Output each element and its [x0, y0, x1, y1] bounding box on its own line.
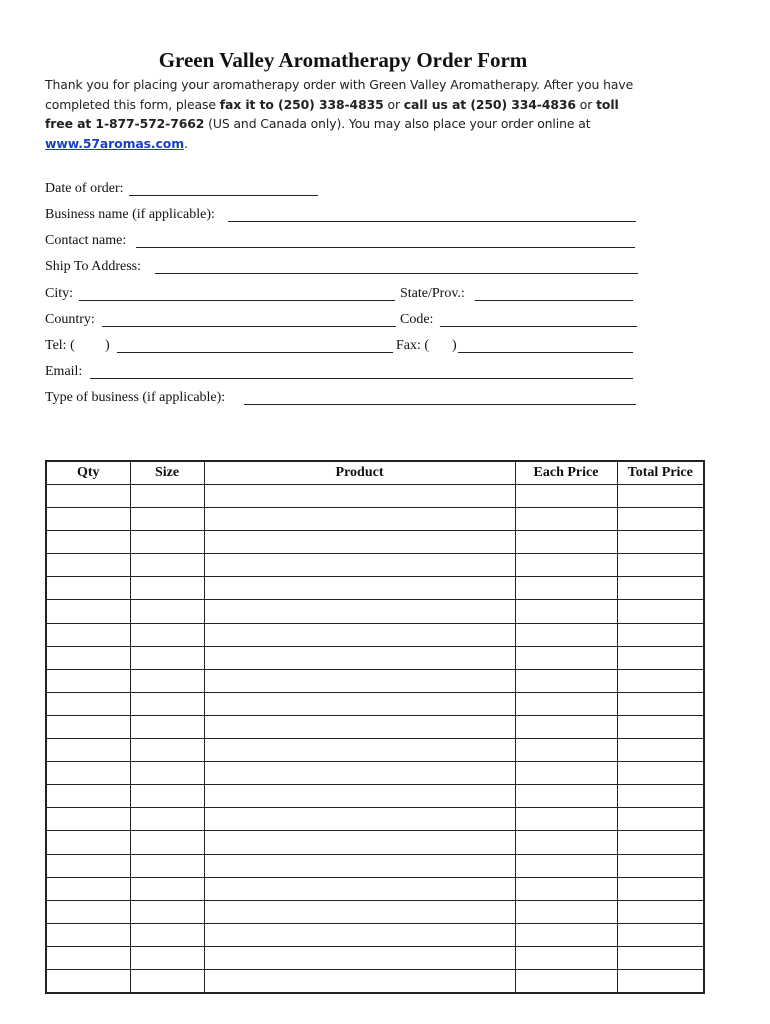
contact-name-label: Contact name:: [45, 233, 127, 248]
email-field[interactable]: [90, 364, 633, 379]
total-price-cell[interactable]: [617, 577, 704, 600]
product-cell[interactable]: [204, 554, 515, 577]
intro-text-2: or: [383, 96, 404, 112]
total-price-cell[interactable]: [617, 531, 704, 554]
qty-cell[interactable]: [46, 646, 130, 669]
total-price-cell[interactable]: [617, 623, 704, 646]
size-cell[interactable]: [130, 946, 204, 969]
qty-cell[interactable]: [46, 808, 130, 831]
total-price-cell[interactable]: [617, 877, 704, 900]
tel-row: [45, 338, 645, 360]
total-price-cell[interactable]: [617, 485, 704, 508]
email-label: Email:: [45, 364, 83, 379]
table-row: [46, 600, 704, 623]
qty-cell[interactable]: [46, 831, 130, 854]
size-cell[interactable]: [130, 600, 204, 623]
size-cell[interactable]: [130, 969, 204, 993]
qty-cell[interactable]: [46, 577, 130, 600]
each-price-header: Each Price: [515, 461, 617, 485]
business-type-label: Type of business (if applicable):: [45, 390, 226, 405]
size-cell[interactable]: [130, 900, 204, 923]
qty-cell[interactable]: [46, 715, 130, 738]
product-cell[interactable]: [204, 485, 515, 508]
qty-cell[interactable]: [46, 900, 130, 923]
table-row: [46, 485, 704, 508]
table-row: [46, 923, 704, 946]
each-price-cell[interactable]: [515, 877, 617, 900]
table-row: [46, 623, 704, 646]
business-name-field[interactable]: [228, 207, 636, 222]
product-cell[interactable]: [204, 900, 515, 923]
contact-name-field[interactable]: [136, 233, 635, 248]
product-cell[interactable]: [204, 646, 515, 669]
total-price-cell[interactable]: [617, 969, 704, 993]
fax-paren-close: ): [452, 338, 457, 353]
size-cell[interactable]: [130, 808, 204, 831]
size-cell[interactable]: [130, 923, 204, 946]
total-price-cell[interactable]: [617, 715, 704, 738]
size-cell[interactable]: [130, 715, 204, 738]
each-price-cell[interactable]: [515, 808, 617, 831]
total-price-header: Total Price: [617, 461, 704, 485]
each-price-cell[interactable]: [515, 831, 617, 854]
qty-cell[interactable]: [46, 969, 130, 993]
product-cell[interactable]: [204, 808, 515, 831]
product-cell[interactable]: [204, 531, 515, 554]
size-cell[interactable]: [130, 669, 204, 692]
table-header-row: [46, 461, 704, 485]
city-label: City:: [45, 286, 74, 301]
total-price-cell[interactable]: [617, 739, 704, 762]
date-label: Date of order:: [45, 181, 124, 196]
table-row: [46, 669, 704, 692]
city-row: [45, 286, 645, 308]
qty-cell[interactable]: [46, 785, 130, 808]
total-price-cell[interactable]: [617, 762, 704, 785]
size-cell[interactable]: [130, 785, 204, 808]
order-table-body: [46, 485, 704, 994]
business-type-field[interactable]: [244, 390, 636, 405]
qty-cell[interactable]: [46, 600, 130, 623]
form-title: Green Valley Aromatherapy Order Form: [158, 48, 528, 72]
each-price-cell[interactable]: [515, 508, 617, 531]
qty-cell[interactable]: [46, 669, 130, 692]
ship-to-label: Ship To Address:: [45, 259, 141, 274]
table-row: [46, 808, 704, 831]
each-price-cell[interactable]: [515, 623, 617, 646]
each-price-cell[interactable]: [515, 554, 617, 577]
each-price-cell[interactable]: [515, 785, 617, 808]
city-field[interactable]: [79, 286, 395, 301]
product-cell[interactable]: [204, 600, 515, 623]
intro-paragraph: [45, 75, 645, 153]
each-price-cell[interactable]: [515, 646, 617, 669]
qty-cell[interactable]: [46, 531, 130, 554]
date-field[interactable]: [129, 181, 318, 196]
ship-to-row: [45, 259, 645, 281]
size-cell[interactable]: [130, 877, 204, 900]
intro-text-5: .: [184, 135, 188, 151]
product-cell[interactable]: [204, 946, 515, 969]
table-row: [46, 877, 704, 900]
each-price-cell[interactable]: [515, 946, 617, 969]
table-row: [46, 739, 704, 762]
product-cell[interactable]: [204, 739, 515, 762]
table-row: [46, 577, 704, 600]
fax-field[interactable]: [458, 338, 633, 353]
table-row: [46, 785, 704, 808]
total-price-cell[interactable]: [617, 900, 704, 923]
business-type-row: [45, 390, 645, 412]
qty-header: Qty: [46, 461, 130, 485]
toll-free-number: toll free at 1-877-572-7662: [45, 96, 619, 131]
table-row: [46, 831, 704, 854]
size-cell[interactable]: [130, 692, 204, 715]
total-price-cell[interactable]: [617, 669, 704, 692]
intro-text-1: Thank you for placing your aromatherapy order with Green Valley Aromatherapy. After you have completed this form, please: [45, 77, 634, 112]
country-label: Country:: [45, 312, 95, 327]
country-row: [45, 312, 645, 334]
size-cell[interactable]: [130, 577, 204, 600]
qty-cell[interactable]: [46, 854, 130, 877]
table-row: [46, 531, 704, 554]
total-price-cell[interactable]: [617, 554, 704, 577]
state-label: State/Prov.:: [400, 286, 465, 301]
total-price-cell[interactable]: [617, 785, 704, 808]
table-row: [46, 554, 704, 577]
each-price-cell[interactable]: [515, 692, 617, 715]
total-price-cell[interactable]: [617, 646, 704, 669]
each-price-cell[interactable]: [515, 923, 617, 946]
total-price-cell[interactable]: [617, 831, 704, 854]
state-field[interactable]: [475, 286, 633, 301]
total-price-cell[interactable]: [617, 508, 704, 531]
total-price-cell[interactable]: [617, 923, 704, 946]
table-row: [46, 508, 704, 531]
intro-text-3: or: [575, 96, 597, 112]
product-cell[interactable]: [204, 715, 515, 738]
product-cell[interactable]: [204, 692, 515, 715]
qty-cell[interactable]: [46, 485, 130, 508]
size-header: Size: [130, 461, 204, 485]
business-name-label: Business name (if applicable):: [45, 207, 215, 222]
size-cell[interactable]: [130, 854, 204, 877]
size-cell[interactable]: [130, 762, 204, 785]
qty-cell[interactable]: [46, 739, 130, 762]
fax-number: fax it to (250) 338-4835: [219, 96, 384, 112]
each-price-cell[interactable]: [515, 739, 617, 762]
email-row: [45, 364, 645, 386]
qty-cell[interactable]: [46, 692, 130, 715]
total-price-cell[interactable]: [617, 854, 704, 877]
product-cell[interactable]: [204, 577, 515, 600]
size-cell[interactable]: [130, 531, 204, 554]
product-cell[interactable]: [204, 923, 515, 946]
website-link[interactable]: www.57aromas.com: [45, 135, 185, 151]
qty-cell[interactable]: [46, 508, 130, 531]
table-row: [46, 692, 704, 715]
size-cell[interactable]: [130, 554, 204, 577]
size-cell[interactable]: [130, 739, 204, 762]
contact-name-row: [45, 233, 645, 255]
each-price-cell[interactable]: [515, 762, 617, 785]
each-price-cell[interactable]: [515, 577, 617, 600]
phone-number: call us at (250) 334-4836: [403, 96, 576, 112]
order-table: [45, 460, 705, 994]
total-price-cell[interactable]: [617, 692, 704, 715]
total-price-cell[interactable]: [617, 946, 704, 969]
product-cell[interactable]: [204, 969, 515, 993]
code-label: Code:: [400, 312, 434, 327]
table-row: [46, 854, 704, 877]
each-price-cell[interactable]: [515, 969, 617, 993]
each-price-cell[interactable]: [515, 854, 617, 877]
size-cell[interactable]: [130, 485, 204, 508]
size-cell[interactable]: [130, 623, 204, 646]
each-price-cell[interactable]: [515, 600, 617, 623]
qty-cell[interactable]: [46, 623, 130, 646]
each-price-cell[interactable]: [515, 669, 617, 692]
total-price-cell[interactable]: [617, 600, 704, 623]
size-cell[interactable]: [130, 646, 204, 669]
product-cell[interactable]: [204, 762, 515, 785]
size-cell[interactable]: [130, 508, 204, 531]
product-cell[interactable]: [204, 785, 515, 808]
fax-label: Fax: (: [396, 338, 430, 353]
product-cell[interactable]: [204, 623, 515, 646]
table-row: [46, 762, 704, 785]
size-cell[interactable]: [130, 831, 204, 854]
ship-to-field[interactable]: [155, 259, 638, 274]
product-cell[interactable]: [204, 877, 515, 900]
qty-cell[interactable]: [46, 923, 130, 946]
tel-paren-close: ): [105, 338, 110, 353]
each-price-cell[interactable]: [515, 531, 617, 554]
product-cell[interactable]: [204, 508, 515, 531]
business-name-row: [45, 207, 645, 229]
total-price-cell[interactable]: [617, 808, 704, 831]
country-field[interactable]: [102, 312, 396, 327]
product-header: Product: [204, 461, 515, 485]
date-row: [45, 181, 645, 203]
qty-cell[interactable]: [46, 877, 130, 900]
product-cell[interactable]: [204, 854, 515, 877]
each-price-cell[interactable]: [515, 485, 617, 508]
code-field[interactable]: [440, 312, 637, 327]
table-row: [46, 646, 704, 669]
intro-text-4: (US and Canada only). You may also place your order online at: [204, 116, 591, 131]
table-row: [46, 946, 704, 969]
tel-label: Tel: (: [45, 338, 75, 353]
table-row: [46, 715, 704, 738]
product-cell[interactable]: [204, 831, 515, 854]
table-row: [46, 969, 704, 993]
tel-field[interactable]: [117, 338, 393, 353]
product-cell[interactable]: [204, 669, 515, 692]
each-price-cell[interactable]: [515, 715, 617, 738]
qty-cell[interactable]: [46, 554, 130, 577]
qty-cell[interactable]: [46, 946, 130, 969]
qty-cell[interactable]: [46, 762, 130, 785]
table-row: [46, 900, 704, 923]
each-price-cell[interactable]: [515, 900, 617, 923]
